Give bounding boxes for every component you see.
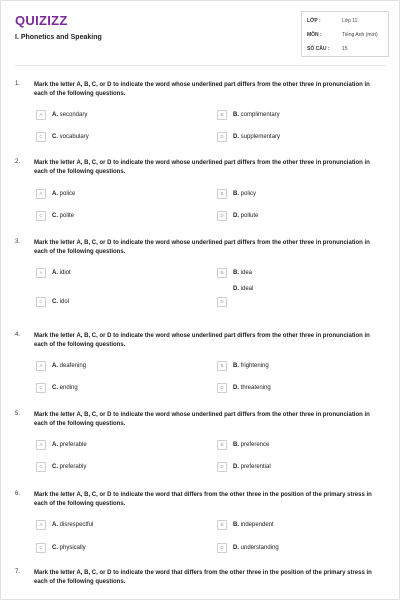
worksheet-page: QUIZIZZ I. Phonetics and Speaking LỚP : Lớp 11 MÔN : Tiếng Anh (mới) SỐ CÂU : 15 1. Mark the letter A, B, C, or D to indicate the word whose underlined part differs from the other three in pronunciation in each of the following questions. A A. secondary B B. complimentary C C. vocabulary D D. supplementary 2. Mark the letter A, B, C, or D to indicate the word whose underlined part differs from the other three in pronunciation in each of the following questions. A A. police B B. policy C C. polite D D. pollute 3. Mark the letter A, B, C, or D to indicate the word whose underlined part differs from the other three in pronunciation in each of the following questions. A A. idiot B B. idea C C. idol D D. ideal 4. Mark the letter A, B, C, or D to indicate the word whose underlined part differs from the other three in pronunciation in each of the following questions. A A. deafening B B. frightening C C. ending D D. threatening 5. Mark the letter A, B, C, or D to indicate the word whose underlined part differs from the other three in pronunciation in each of the following questions. A A. preferable B B. preference C C. preferably D D. preferential 6. Mark the letter A, B, C, or D to indicate the word that differs from the other three in the position of the primary stress in each of the following questions. A A. disrespectful B B. independent C C. physically D D. understanding 7. Mark the letter A, B, C, or D to indicate the word that differs from the other three in the position of the primary stress in each of the following questions. xyxy=(0,0,400,600)
option-text: secondary xyxy=(59,112,88,118)
option-text: polite xyxy=(59,213,75,219)
option-text: disrespectful xyxy=(59,522,94,528)
section-title: I. Phonetics and Speaking xyxy=(15,34,102,41)
option-text: deafening xyxy=(59,363,87,369)
option-box: C xyxy=(36,543,46,553)
info-label: SỐ CÂU : xyxy=(307,46,330,52)
option-text: preferential xyxy=(240,464,271,470)
info-value: Lớp 11 xyxy=(342,18,358,24)
option-box: B xyxy=(217,268,227,278)
option-box: A xyxy=(36,440,46,450)
info-value: Tiếng Anh (mới) xyxy=(342,32,378,38)
question-number: 7. xyxy=(15,569,21,575)
option-box: D xyxy=(217,132,227,142)
option-box: B xyxy=(217,189,227,199)
option-box: B xyxy=(217,520,227,530)
option-text: policy xyxy=(240,191,257,197)
option-text: complimentary xyxy=(240,112,280,118)
option-box: C xyxy=(36,462,46,472)
info-label: MÔN : xyxy=(307,32,322,38)
question-number: 4. xyxy=(15,332,21,338)
question-text: Mark the letter A, B, C, or D to indicate the word whose underlined part differs from the other three in pronunciation in each of the following questions. xyxy=(34,412,370,427)
option-text: understanding xyxy=(240,545,279,551)
option-text: threatening xyxy=(240,385,271,391)
option-box: D xyxy=(217,462,227,472)
option-text: preferable xyxy=(59,442,87,448)
option-text: preference xyxy=(240,442,270,448)
option-text: frightening xyxy=(240,363,269,369)
option-box: C xyxy=(36,297,46,307)
question-number: 2. xyxy=(15,159,21,165)
option-text: independent xyxy=(240,522,274,528)
option-box: D xyxy=(217,211,227,221)
option-text: physically xyxy=(59,545,86,551)
question-number: 6. xyxy=(15,491,21,497)
question-number: 5. xyxy=(15,411,21,417)
question-text: Mark the letter A, B, C, or D to indicate the word whose underlined part differs from the other three in pronunciation in each of the following questions. xyxy=(34,240,370,255)
option-text: preferably xyxy=(59,464,87,470)
info-value: 15 xyxy=(342,46,348,52)
option-box: A xyxy=(36,189,46,199)
question-text: Mark the letter A, B, C, or D to indicate the word that differs from the other three in the position of the primary stress in each of the following questions. xyxy=(34,570,372,585)
question-number: 3. xyxy=(15,239,21,245)
option-box: B xyxy=(217,110,227,120)
option-text: police xyxy=(59,191,76,197)
option-box: D xyxy=(217,543,227,553)
option-box: C xyxy=(36,132,46,142)
question-text: Mark the letter A, B, C, or D to indicate the word whose underlined part differs from the other three in pronunciation in each of the following questions. xyxy=(34,160,370,175)
option-text: idiot xyxy=(59,270,71,276)
quizizz-logo: QUIZIZZ xyxy=(15,13,68,28)
option-text: idea xyxy=(240,270,253,276)
info-box xyxy=(301,11,389,57)
option-text: supplementary xyxy=(240,134,281,140)
option-box: A xyxy=(36,361,46,371)
option-text: pollute xyxy=(240,213,259,219)
option-box: B xyxy=(217,440,227,450)
question-text: Mark the letter A, B, C, or D to indicate the word whose underlined part differs from the other three in pronunciation in each of the following questions. xyxy=(34,82,370,97)
option-text: vocabulary xyxy=(59,134,89,140)
option-text: idol xyxy=(59,299,70,305)
option-box: A xyxy=(36,268,46,278)
option-text: ideal xyxy=(240,286,254,292)
option-box: A xyxy=(36,520,46,530)
info-label: LỚP : xyxy=(307,18,321,24)
option-box: D xyxy=(217,297,227,307)
option-box: C xyxy=(36,211,46,221)
question-number: 1. xyxy=(15,81,21,87)
option-box: D xyxy=(217,383,227,393)
question-text: Mark the letter A, B, C, or D to indicate the word whose underlined part differs from the other three in pronunciation in each of the following questions. xyxy=(34,333,370,348)
question-text: Mark the letter A, B, C, or D to indicate the word that differs from the other three in the position of the primary stress in each of the following questions. xyxy=(34,492,372,507)
option-box: A xyxy=(36,110,46,120)
option-box: B xyxy=(217,361,227,371)
header-divider xyxy=(15,65,387,66)
option-text: ending xyxy=(59,385,78,391)
option-box: C xyxy=(36,383,46,393)
